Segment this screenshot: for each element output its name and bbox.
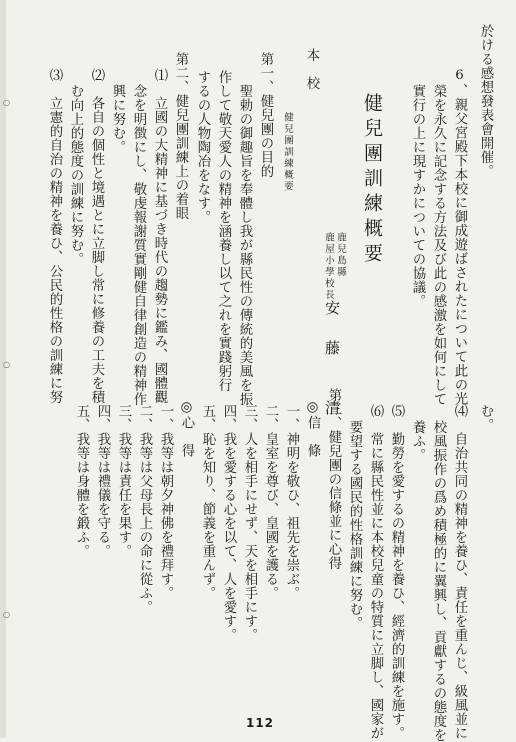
text-column: 念を明徴にし、敬虔報謝質實剛健自律創造の精神作 [131, 84, 146, 406]
text-column: ⑴ 立國の大精神に基づき時代の趨勢に鑑み、國體觀 [152, 68, 167, 404]
text-column: 聖勅の御趣旨を奉體し我が縣民性の傳統的美風を振 [237, 84, 252, 406]
page-number: 112 [245, 716, 275, 730]
text-column: ⑵ 各自の個性と境遇とに立脚し常に修養の工夫を積 [89, 68, 104, 404]
text-column: ⑹ 常に縣民性並に本校兒童の特質に立脚し、國家が [368, 404, 383, 740]
text-column: ⑸ 勤勞を愛するの精神を養ひ、經濟的訓練を施す。 [389, 404, 404, 740]
punch-hole-mark: ○ [3, 98, 10, 107]
text-column: 二、皇室を尊び、皇國を護る。 [263, 404, 278, 600]
text-column: 榮を永久に記念する方法及び此の感激を如何にして [431, 84, 446, 406]
text-column: 三、人を相手にせず、天を相手にす。 [242, 404, 257, 642]
text-column: 於ける感想發表會開催。 [478, 24, 493, 178]
text-column: 四、我を愛する心を以て、人を愛す。 [221, 404, 236, 642]
text-column: するの人物陶冶をなす。 [195, 70, 210, 224]
article-title: 健兒團訓練概要 [361, 93, 383, 268]
text-column: 第三、健兒團の信條並に心得 [326, 388, 341, 570]
text-column: 四、我等は禮儀を守る。 [95, 404, 110, 558]
text-column: 二、我等は父母長上の命に從ふ。 [137, 404, 152, 614]
author-name: 安 藤 清 [323, 300, 341, 420]
text-column: 實行の上に現すかについての協議。 [410, 84, 425, 308]
text-column: 一、神明を敬ひ、祖先を崇ぶ。 [284, 404, 299, 600]
text-column: 6、親父宮殿下本校に御成遊ばされたについて此の光 [452, 68, 467, 406]
text-column: ⑷ 自治共同の精神を養ひ、責任を重んじ、級風並に [452, 404, 467, 740]
text-column: 校風振作の爲め積極的に翼興し、貢獻するの態度を [431, 420, 446, 742]
text-column: 五、我等は身體を鍛ふ。 [74, 404, 89, 558]
page-binding-edge [0, 0, 6, 738]
text-column: 興に努む。 [110, 84, 125, 154]
text-column: 作して敬天愛人の精神を涵養し以て之れを實踐躬行 [216, 70, 231, 392]
text-column: 要望する國民的性格訓練に努む。 [347, 420, 362, 630]
text-column: 本 校 [304, 48, 319, 90]
text-column: 健兒團訓練概要 [282, 112, 293, 193]
text-column: ◎信 條 [305, 400, 320, 458]
text-column: 養ふ。 [410, 420, 425, 462]
text-column: 第二、健兒團訓練上の着眼 [173, 52, 188, 220]
text-column: 第一、健兒團の目的 [258, 52, 273, 178]
author-prefecture: 鹿兒島縣 [335, 232, 346, 278]
text-column: 五、恥を知り、節義を重んず。 [200, 404, 215, 600]
punch-hole-mark: ○ [3, 610, 10, 619]
text-column: ⑶ 立憲的自治の精神を養ひ、公民的性格の訓練に努 [47, 68, 62, 404]
text-column: ◎心 得 [179, 400, 194, 458]
text-column: む。 [478, 404, 493, 432]
text-column: 一、我等は朝夕神佛を禮拜す。 [158, 404, 173, 600]
text-column: む向上的態度の訓練に努む。 [68, 84, 83, 266]
author-position: 鹿屋小學校長 [323, 232, 334, 301]
text-column: 三、我等は責任を果す。 [116, 404, 131, 558]
punch-hole-mark: ○ [3, 360, 10, 369]
